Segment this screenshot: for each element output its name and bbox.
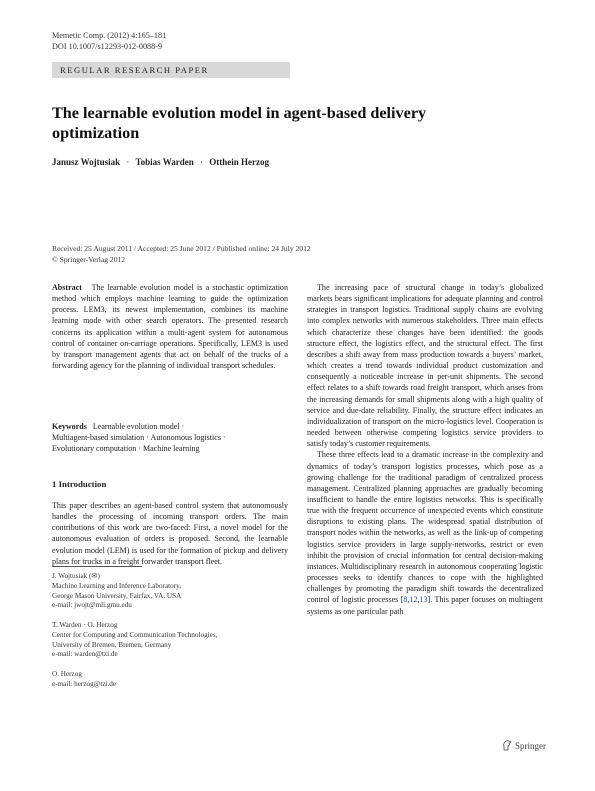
keywords-line: Multiagent-based simulation · Autonomous logistics ·	[52, 433, 226, 443]
paragraph-text: ]. This paper focuses on multiagent systems as one particular path	[307, 595, 543, 616]
author-list	[52, 157, 269, 167]
keywords	[52, 421, 288, 454]
springer-horse-icon	[502, 740, 512, 751]
affiliation-line: Center for Computing and Communication Technologies,	[52, 630, 218, 639]
body-paragraph	[307, 449, 543, 616]
publication-dates	[52, 244, 311, 265]
affiliation-block	[52, 621, 288, 660]
affiliation-email: e-mail: herzog@tzi.de	[52, 679, 117, 688]
doi: DOI 10.1007/s12293-012-0088-9	[52, 42, 163, 51]
publisher-name: Springer	[515, 741, 546, 751]
section-heading-introduction: 1 Introduction	[52, 479, 107, 489]
affiliation-name: J. Wojtusiak (✉)	[52, 572, 100, 580]
paragraph-text: These three effects lead to a dramatic increase in the complexity and dynamics of today’s transport logistics processes, which pose as a growing challenge for the traditional paradigm of centralized process management. Centralized planning approaches are gradually becoming insufficient to handle the entire logistics networks. This is specifically true with the frequent occurrence of unexpected events which constitute disruptions to existing plans. The widespread spatial distribution of transport nodes within the networks, as well as the link-up of competing logistics service providers in large supply-networks, restrict or even inhibit the provision of crucial information for central decision-making instances. Multidisciplinary research in autonomous cooperating logistic processes seeks to identify chances to cope with the highlighted challenges by promoting the paradigm shift towards the decentralized control of logistic processes [	[307, 450, 543, 605]
citation-link[interactable]: 13	[419, 595, 428, 605]
journal-header	[52, 30, 166, 52]
copyright-line: © Springer-Verlag 2012	[52, 254, 126, 264]
publisher-logo	[502, 740, 546, 751]
abstract-text: The learnable evolution model is a stochastic optimization method which employs machine learning to guide the optimization process. LEM3, its newest implementation, combines its machine learning mode with other search operators. The presented research concerns its application within a multi-agent system for autonomous control of container on-carriage operations. Specifically, LEM3 is used by transport management agents that act on behalf of the trucks of a forwarding agency for the planning of individual transport schedules.	[52, 283, 288, 371]
journal-citation: Memetic Comp. (2012) 4:165–181	[52, 31, 167, 40]
introduction-paragraph	[52, 500, 288, 567]
affiliation-block	[52, 670, 288, 690]
author-name: Janusz Wojtusiak	[52, 157, 121, 167]
author-name: Otthein Herzog	[209, 157, 269, 167]
keywords-line: Learnable evolution model ·	[92, 422, 185, 431]
keywords-line: Evolutionary computation · Machine learning	[52, 444, 200, 454]
affiliation-name: O. Herzog	[52, 670, 82, 678]
affiliation-email: e-mail: jwojt@mli.gmu.edu	[52, 601, 132, 610]
abstract-label: Abstract	[52, 283, 82, 292]
affiliation-line: University of Bremen, Bremen, Germany	[52, 640, 172, 649]
affiliation-block	[52, 572, 288, 611]
article-type-banner: REGULAR RESEARCH PAPER	[52, 62, 290, 78]
keywords-label: Keywords	[52, 422, 87, 431]
affiliation-line: Machine Learning and Inference Laboratory,	[52, 581, 182, 590]
body-text-right-column	[307, 282, 543, 617]
citation-link[interactable]: 8	[403, 595, 408, 605]
body-paragraph: The increasing pace of structural change in today’s globalized markets bears significant implications for adequate planning and control strategies in transport logistics. Traditional supply chains are evolving into complex networks with numerous stakeholders. Three main effects which characterize these changes have been identified: the goods structure effect, the logistics effect, and the structural effect. The first describes a shift away from mass production towards a buyers’ market, which creates a trend towards individual product customization and consequently a noticeable increase in per-unit shipments. The second effect relates to a shift towards road freight transport, which arises from the increasing demands for small shipments along with a high quality of service and due-date reliability. Finally, the structure effect indicates an individualization of transport on the micro-logistics level. Cooperation is needed between otherwise competing logistics service providers to satisfy today’s customer requirements.	[307, 283, 543, 449]
author-name: Tobias Warden	[135, 157, 194, 167]
footnote-divider	[52, 566, 142, 567]
abstract	[52, 282, 288, 371]
affiliation-line: George Mason University, Fairfax, VA, USA	[52, 591, 182, 600]
affiliation-name: T. Warden · O. Herzog	[52, 621, 118, 629]
affiliation-email: e-mail: warden@tzi.de	[52, 650, 118, 659]
paper-title: The learnable evolution model in agent-based delivery optimization	[52, 104, 427, 142]
author-separator: ·	[199, 157, 203, 167]
received-line: Received: 25 August 2011 / Accepted: 25 June 2012 / Published online: 24 July 2012	[52, 244, 311, 253]
author-separator: ·	[126, 157, 130, 167]
citation-separator: ,	[417, 595, 420, 605]
citation-separator: ,	[407, 595, 410, 605]
citation-link[interactable]: 12	[409, 595, 418, 605]
intro-text: This paper describes an agent-based control system that autonomously handles the processing of incoming transport orders. The main contributions of this work are two-faced: First, a novel model for the autonomous evaluation of orders is proposed. Second, the learnable evolution model (LEM) is used for the formation of pickup and delivery plans for trucks in a freight forwarder transport fleet.	[52, 501, 288, 566]
